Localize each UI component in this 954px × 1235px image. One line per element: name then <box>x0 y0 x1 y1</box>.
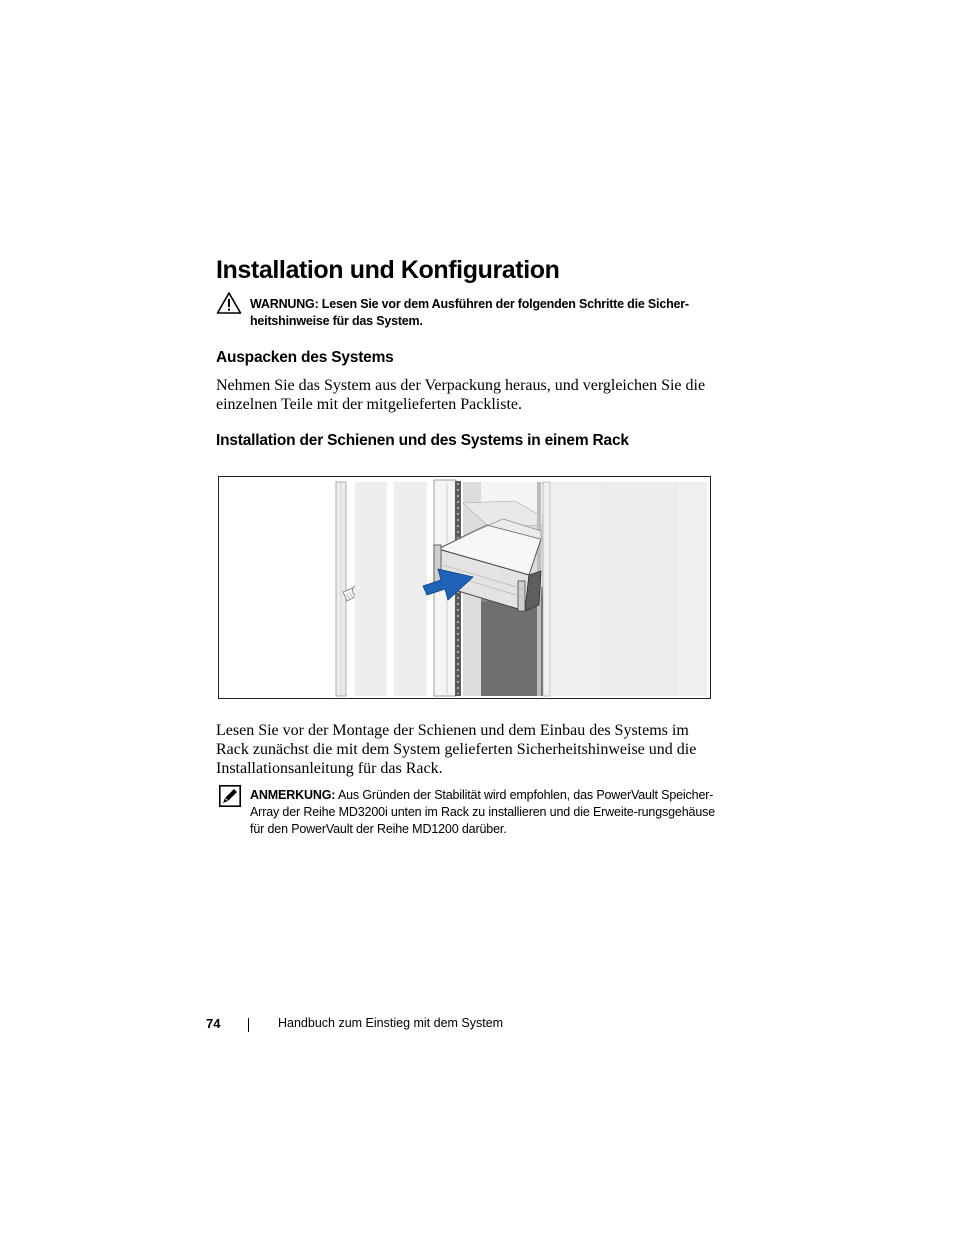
note-label: ANMERKUNG: <box>250 788 336 802</box>
footer-title: Handbuch zum Einstieg mit dem System <box>278 1016 504 1030</box>
section-heading-rack: Installation der Schienen und des Systems in einem Rack <box>216 432 629 449</box>
rack-installation-illustration <box>218 476 711 699</box>
warning-body: Lesen Sie vor dem Ausführen der folgenden Schritte die Sicher-heitshinweise für das System. <box>250 297 689 328</box>
footer-separator <box>248 1018 249 1032</box>
warning-label: WARNUNG: <box>250 297 319 311</box>
unpack-paragraph: Nehmen Sie das System aus der Verpackung heraus, und vergleichen Sie die einzelnen Teile mit der mitgelieferten Packliste. <box>216 377 706 413</box>
warning-triangle-icon <box>216 291 242 315</box>
note-body: Aus Gründen der Stabilität wird empfohlen, das PowerVault Speicher-Array der Reihe MD3200i unten im Rack zu installieren und die Erweite-rungsgehäuse für den PowerVault der Reihe MD1200 darüber. <box>250 788 716 836</box>
note-pencil-icon <box>219 785 241 807</box>
section-heading-unpack: Auspacken des Systems <box>216 349 394 366</box>
page-number: 74 <box>206 1016 221 1031</box>
rack-paragraph: Lesen Sie vor der Montage der Schienen und dem Einbau des Systems im Rack zunächst die mit dem System gelieferten Sicherheitshinweise und die Installationsanleitung für das Rack. <box>216 722 697 777</box>
warning-text <box>250 296 720 330</box>
page-title: Installation und Konfiguration <box>216 256 560 284</box>
note-text <box>250 787 720 838</box>
